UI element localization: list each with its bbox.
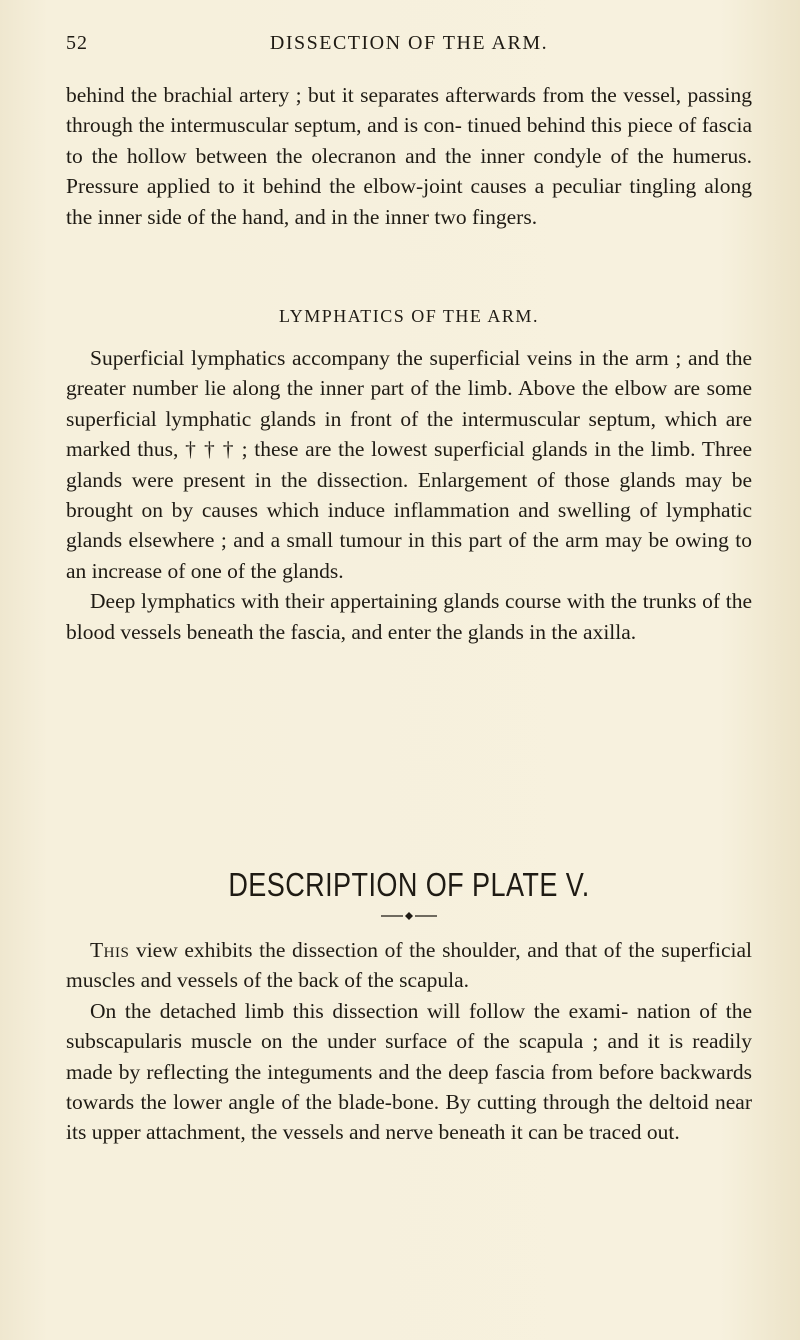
page-header bbox=[66, 32, 752, 62]
page-number: 52 bbox=[66, 32, 88, 54]
line-diamond-ornament-icon bbox=[66, 911, 752, 921]
lymphatics-heading: LYMPHATICS OF THE ARM. bbox=[279, 306, 539, 326]
ornament-graphic bbox=[381, 911, 437, 921]
plate-first-paragraph bbox=[66, 935, 752, 996]
plate-second-paragraph: On the detached limb this dissection will follow the exami- nation of the subscapularis muscle on the under surface of the scapula ; and it is readily made by reflecting the integuments and the deep fascia from before backwards towards the lower angle of the blade-bone. By cutting through the deltoid near its upper attachment, the vessels and nerve beneath it can be traced out. bbox=[66, 998, 752, 1145]
running-title: DISSECTION OF THE ARM. bbox=[269, 32, 549, 54]
lymphatics-text bbox=[66, 343, 752, 647]
plate-first-paragraph-rest: view exhibits the dissection of the shoulder, and that of the superficial muscles and vessels of the back of the scapula. bbox=[66, 938, 752, 993]
opening-paragraph: behind the brachial artery ; but it separates afterwards from the vessel, passing through the intermuscular septum, and is con- tinued behind this piece of fascia to the hollow between the olecranon and the inner condyle of the humerus. Pressure applied to it behind the elbow-joint causes a peculiar tingling along the inner side of the hand, and in the inner two fingers. bbox=[66, 83, 752, 229]
plate-heading: DESCRIPTION OF PLATE V. bbox=[228, 866, 590, 903]
deep-lymphatics-paragraph: Deep lymphatics with their appertaining glands course with the trunks of the blood vessels beneath the fascia, and enter the glands in the axilla. bbox=[66, 589, 752, 644]
lead-word: This bbox=[90, 938, 130, 962]
superficial-lymphatics-paragraph: Superficial lymphatics accompany the superficial veins in the arm ; and the greater number lie along the inner part of the limb. Above the elbow are some superficial lymphatic glands in front of the intermuscular septum, which are marked thus, † † † ; these are the lowest superficial glands in the limb. Three glands were present in the dissection. Enlargement of those glands may be brought on by causes which induce inflammation and swelling of lymphatic glands elsewhere ; and a small tumour in this part of the arm may be owing to an increase of one of the glands. bbox=[66, 346, 752, 583]
opening-text bbox=[66, 80, 752, 232]
plate-description-text bbox=[66, 935, 752, 1148]
